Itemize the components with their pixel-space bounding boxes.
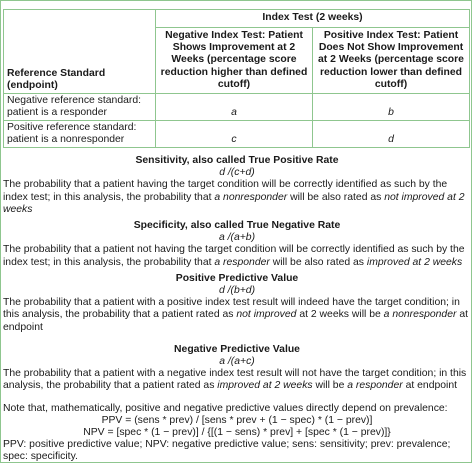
cell-b: b: [313, 94, 470, 121]
table-row: [4, 121, 470, 148]
cell-d: d: [313, 121, 470, 148]
ppv-title: Positive Predictive Value: [175, 272, 299, 284]
cell-c: c: [156, 121, 313, 148]
specificity-title: Specificity, also called True Negative Rate: [133, 220, 341, 232]
specificity-formula: a /(a+b): [218, 232, 256, 244]
ppv-description: The probability that a patient with a positive index test result will indeed have the target condition; in this analysis, the probability that a patient rated as not improved at 2 weeks will be a nonresponder at endpoint: [3, 297, 469, 333]
definitions: [3, 155, 471, 464]
sensitivity-title: Sensitivity, also called True Positive Rate: [135, 155, 339, 166]
sensitivity-formula: d /(c+d): [219, 167, 255, 179]
cell-a: a: [156, 94, 313, 121]
npv-formula: a /(a+c): [219, 356, 255, 368]
specificity-description: The probability that a patient not having the target condition will be correctly identified as such by the index test; in this analysis, the probability that a responder will be also rated as improved at 2 weeks: [3, 244, 465, 268]
row-label-negative-reference: Negative reference standard: patient is a responder: [4, 94, 156, 121]
negative-index-test-header: Negative Index Test: Patient Shows Improvement at 2 Weeks (percentage score reduction higher than defined cutoff): [156, 28, 313, 94]
reference-standard-header: Reference Standard (endpoint): [4, 10, 156, 94]
ppv-prevalence-formula: PPV = (sens * prev) / [sens * prev + (1 − spec) * (1 − prev)]: [101, 414, 373, 426]
npv-description: The probability that a patient with a negative index test result will not have the target condition; in this analysis, the probability that a patient rated as improved at 2 weeks will be a responder at endpoint: [3, 368, 467, 392]
npv-title: Negative Predictive Value: [174, 343, 300, 355]
index-test-header: Index Test (2 weeks): [156, 10, 470, 28]
abbreviations: PPV: positive predictive value; NPV: negative predictive value; sens: sensitivity; prev: prevalence; spec: specificity.: [3, 439, 451, 463]
npv-prevalence-formula: NPV = [spec * (1 − prev)] / {[(1 − sens) * prev] + [spec * (1 − prev)]}: [83, 427, 391, 439]
ppv-formula: d /(b+d): [218, 285, 256, 297]
contingency-table: [3, 9, 470, 148]
table-row: [4, 94, 470, 121]
sensitivity-description: The probability that a patient having the target condition will be correctly identified as such by the index test; in this analysis, the probability that a nonresponder will be also rated as not improved at 2 weeks: [3, 179, 465, 215]
row-label-positive-reference: Positive reference standard: patient is a nonresponder: [4, 121, 156, 148]
prevalence-note: Note that, mathematically, positive and negative predictive values directly depend on prevalence:: [3, 402, 448, 414]
positive-index-test-header: Positive Index Test: Patient Does Not Show Improvement at 2 Weeks (percentage score reduction lower than defined cutoff): [313, 28, 470, 94]
